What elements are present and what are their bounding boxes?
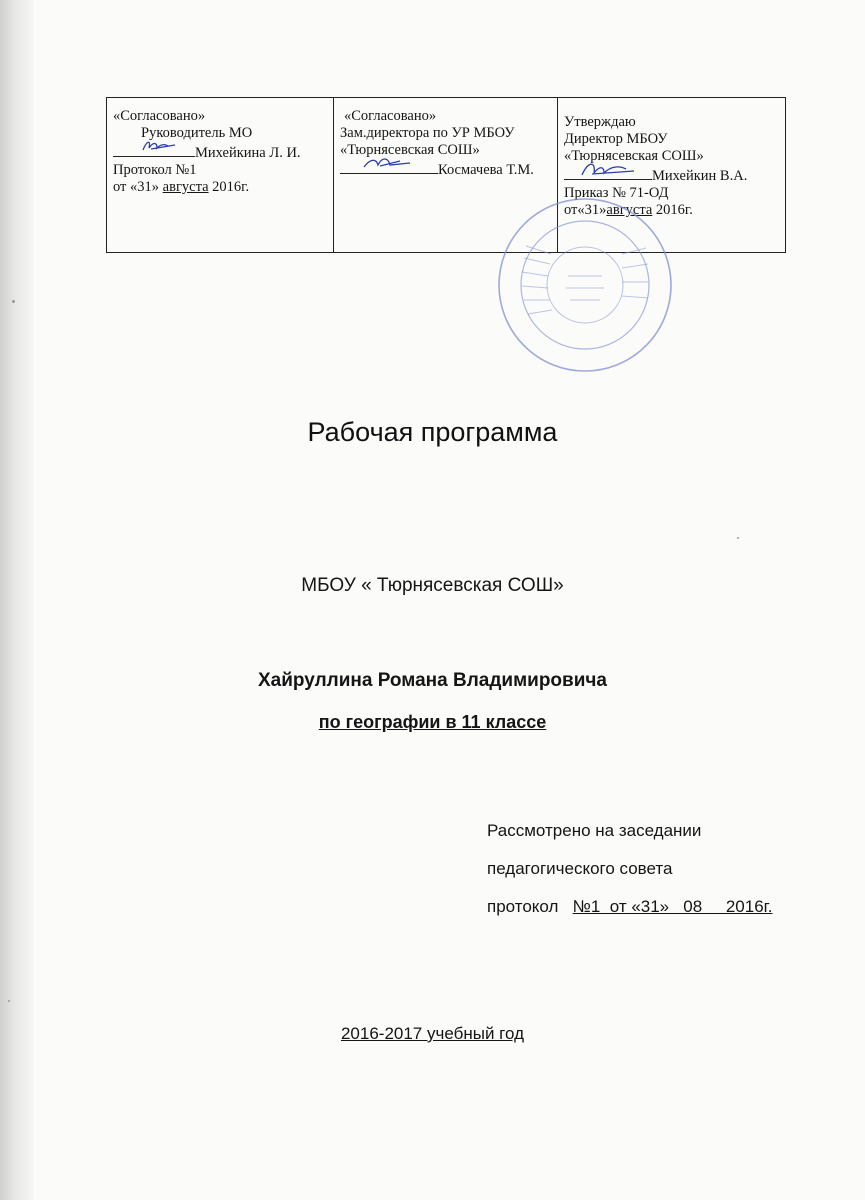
scan-speck	[12, 300, 15, 303]
approval-column-mo	[107, 98, 333, 252]
approval-date: от «31» августа 2016г.	[113, 179, 250, 195]
approval-position: Директор МБОУ	[564, 131, 668, 147]
scan-page-edge	[0, 0, 34, 1200]
approval-protocol: Протокол №1	[113, 162, 197, 178]
review-line: Рассмотрено на заседании	[487, 821, 702, 840]
handwritten-signature-icon	[564, 159, 652, 181]
teacher-name: Хайруллина Романа Владимировича	[258, 670, 607, 691]
handwritten-signature-icon	[113, 136, 193, 156]
signature-line	[340, 159, 438, 174]
approval-position: Зам.директора по УР МБОУ	[340, 125, 515, 141]
approval-heading: «Согласовано»	[113, 108, 206, 124]
review-block	[487, 812, 773, 926]
approval-name: Михейкина Л. И.	[195, 145, 301, 161]
official-stamp-icon	[496, 196, 674, 374]
review-protocol-line: протокол №1 от «31» 08 2016г.	[487, 897, 773, 916]
scan-speck	[8, 1000, 10, 1002]
approval-table	[106, 97, 786, 253]
approval-heading: «Согласовано»	[344, 108, 437, 124]
approval-school: «Тюрнясевская СОШ»	[340, 142, 480, 158]
academic-year: 2016-2017 учебный год	[340, 1024, 525, 1043]
school-name: МБОУ « Тюрнясевская СОШ»	[301, 575, 564, 596]
approval-order: Приказ № 71-ОД	[564, 185, 669, 201]
signature-line	[113, 142, 195, 157]
approval-position: Руководитель МО	[141, 125, 253, 141]
subject-line: по географии в 11 классе	[318, 712, 547, 732]
approval-school: «Тюрнясевская СОШ»	[564, 148, 704, 164]
signature-line	[564, 165, 652, 180]
scan-speck	[737, 537, 739, 539]
document-title: Рабочая программа	[307, 417, 558, 447]
review-line: педагогического совета	[487, 859, 673, 878]
approval-name: Михейкин В.А.	[652, 168, 748, 184]
approval-heading: Утверждаю	[564, 114, 636, 130]
approval-date: от«31»августа 2016г.	[564, 202, 693, 218]
approval-name: Космачева Т.М.	[438, 162, 534, 178]
handwritten-signature-icon	[340, 153, 438, 173]
